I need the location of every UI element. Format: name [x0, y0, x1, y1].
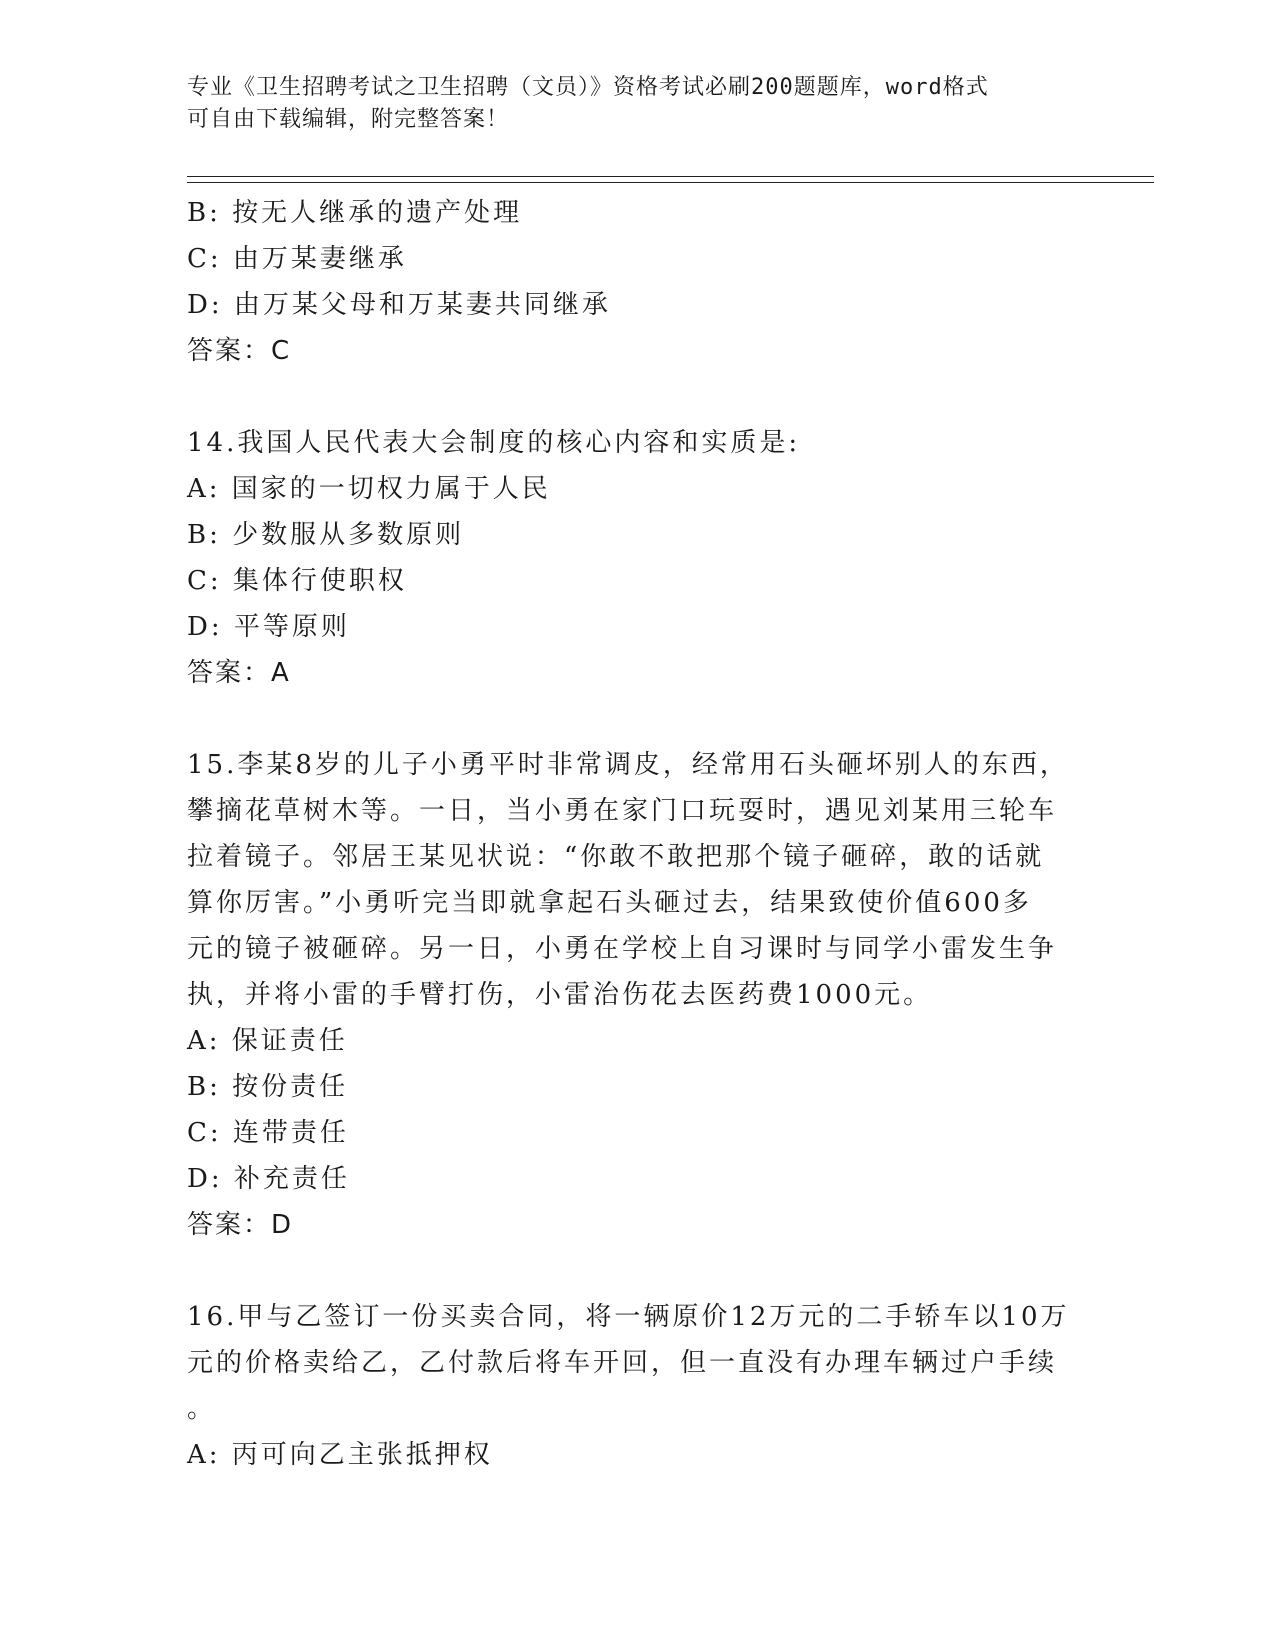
option-c: C: 集体行使职权	[187, 566, 407, 596]
question-13	[187, 190, 1077, 374]
spacer	[187, 1248, 1077, 1294]
option-a: A: 国家的一切权力属于人民	[187, 474, 551, 504]
header-divider-top	[187, 176, 1154, 177]
option-c: C: 连带责任	[187, 1118, 349, 1148]
stem-line: 。	[187, 1394, 217, 1424]
stem-line: 拉着镜子。邻居王某见状说：“你敢不敢把那个镜子砸碎，敢的话就	[187, 842, 1045, 872]
header-line-1: 专业《卫生招聘考试之卫生招聘（文员）》资格考试必刷200题题库，word格式	[187, 75, 989, 100]
stem-line: 元的价格卖给乙，乙付款后将车开回，但一直没有办理车辆过户手续	[187, 1348, 1058, 1378]
option-d: D: 由万某父母和万某妻共同继承	[187, 290, 611, 320]
option-d: D: 补充责任	[187, 1164, 350, 1194]
question-list	[187, 190, 1077, 1478]
answer-line: 答案：C	[187, 336, 292, 366]
stem-line: 攀摘花草树木等。一日，当小勇在家门口玩耍时，遇见刘某用三轮车	[187, 796, 1058, 826]
question-16	[187, 1294, 1077, 1478]
stem-line: 15.李某8岁的儿子小勇平时非常调皮，经常用石头砸坏别人的东西，	[187, 750, 1069, 780]
option-c: C: 由万某妻继承	[187, 244, 407, 274]
header-line-2: 可自由下载编辑，附完整答案！	[187, 107, 510, 132]
answer-line: 答案：D	[187, 1210, 294, 1240]
option-d: D: 平等原则	[187, 612, 350, 642]
question-stem	[187, 1294, 1077, 1432]
option-a: A: 保证责任	[187, 1026, 348, 1056]
stem-line: 算你厉害。”小勇听完当即就拿起石头砸过去，结果致使价值600多	[187, 888, 1032, 918]
stem-line: 执，并将小雷的手臂打伤，小雷治伤花去医药费1000元。	[187, 980, 933, 1010]
stem-line: 14.我国人民代表大会制度的核心内容和实质是:	[187, 428, 801, 458]
spacer	[187, 696, 1077, 742]
document-header	[187, 72, 1067, 136]
stem-line: 16.甲与乙签订一份买卖合同，将一辆原价12万元的二手轿车以10万	[187, 1302, 1070, 1332]
option-a: A: 丙可向乙主张抵押权	[187, 1440, 493, 1470]
spacer	[187, 374, 1077, 420]
question-stem	[187, 420, 1077, 466]
question-14	[187, 420, 1077, 696]
header-divider-bottom	[187, 182, 1154, 183]
stem-line: 元的镜子被砸碎。另一日，小勇在学校上自习课时与同学小雷发生争	[187, 934, 1058, 964]
option-b: B: 按无人继承的遗产处理	[187, 198, 523, 228]
option-b: B: 少数服从多数原则	[187, 520, 465, 550]
question-stem	[187, 742, 1077, 1018]
answer-line: 答案：A	[187, 658, 291, 688]
option-b: B: 按份责任	[187, 1072, 349, 1102]
question-15	[187, 742, 1077, 1248]
